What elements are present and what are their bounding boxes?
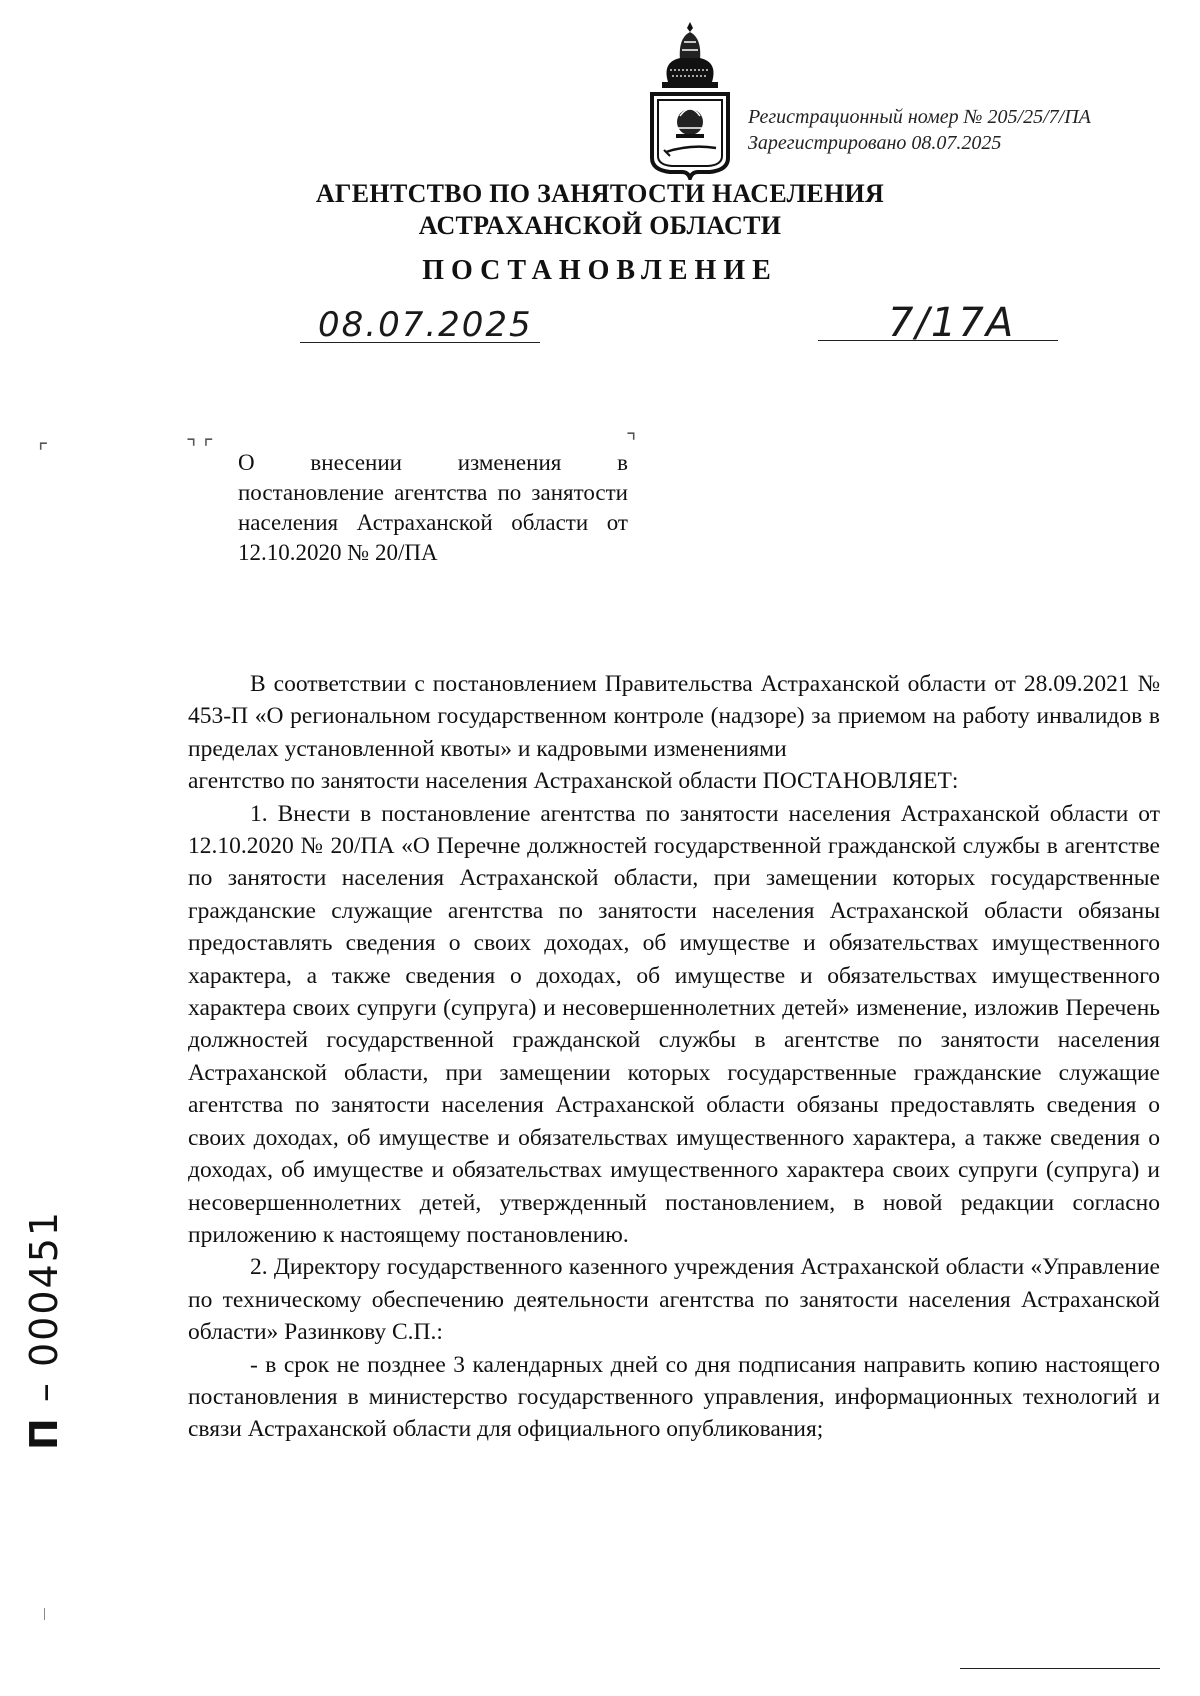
resolution-line: агентство по занятости населения Астраханской области ПОСТАНОВЛЯЕТ: — [188, 768, 959, 795]
item-2-subparagraph: - в срок не позднее 3 календарных дней со дня подписания направить копию настоящего постановления в министерство государственного управления, информационных технологий и связи Астраханской области для официального опубликования; — [188, 1351, 1160, 1443]
side-stamp-prefix: П — [22, 1416, 66, 1450]
subject-corner-mark-right: ⌝ — [626, 430, 637, 455]
registration-stamp — [748, 104, 1091, 156]
registration-date: Зарегистрировано 08.07.2025 — [748, 132, 1002, 154]
astrakhan-coat-of-arms-icon — [640, 20, 740, 180]
agency-name-line2: АСТРАХАНСКОЙ ОБЛАСТИ — [418, 211, 782, 240]
left-bottom-tick — [44, 1608, 45, 1620]
handwritten-number: 7/17А — [888, 300, 1016, 346]
side-stamp-number: 000451 — [22, 1209, 66, 1367]
handwritten-date: 08.07.2025 — [318, 305, 533, 345]
registration-number: Регистрационный номер № 205/25/7/ПА — [748, 106, 1091, 128]
date-underline — [300, 342, 540, 343]
bottom-rule — [960, 1668, 1160, 1669]
agency-name — [0, 178, 1200, 242]
item-2-paragraph: 2. Директору государственного казенного учреждения Астраханской области «Управление по техническому обеспечению деятельности агентства по занятости населения Астраханской области» Разинкову С.П.: — [188, 1254, 1160, 1346]
side-stamp-dash: – — [22, 1381, 66, 1403]
subject-corner-mark-left: ⌝ ⌜ — [186, 436, 214, 461]
preamble-paragraph: В соответствии с постановлением Правительства Астраханской области от 28.09.2021 № 453-П «О региональном государственном контроле (надзоре) за приемом на работу инвалидов в пределах установленной квоты» и кадровыми изменениями — [188, 671, 1160, 762]
item-1-paragraph: 1. Внести в постановление агентства по занятости населения Астраханской области от 12.10.2020 № 20/ПА «О Перечне должностей государственной гражданской службы в агентстве по занятости населения Астраханской области, при замещении которых государственные гражданские служащие агентства по занятости населения Астраханской области обязаны предоставлять сведения о своих доходах, об имуществе и обязательствах имущественного характера, а также сведения о доходах, об имуществе и обязательствах имущественного характера своих супруги (супруга) и несовершеннолетних детей» изменение, изложив Перечень должностей государственной гражданской службы в агентстве по занятости населения Астраханской области, при замещении которых государственные гражданские служащие агентства по занятости населения Астраханской области обязаны предоставлять сведения о своих доходах, об имуществе и обязательствах имущественного характера, а также сведения о доходах, об имуществе и обязательствах имущественного характера своих супруги (супруга) и несовершеннолетних детей, утвержденный постановлением, в новой редакции согласно приложению к настоящему постановлению. — [188, 800, 1160, 1248]
left-corner-mark: ⌜ — [38, 440, 49, 465]
document-body — [188, 668, 1160, 1446]
document-type-title: ПОСТАНОВЛЕНИЕ — [422, 255, 778, 286]
side-registration-stamp — [22, 1190, 66, 1450]
document-subject: О внесении изменения в постановление агентства по занятости населения Астраханской области от 12.10.2020 № 20/ПА — [238, 450, 628, 565]
number-underline — [818, 340, 1058, 341]
agency-name-line1: АГЕНТСТВО ПО ЗАНЯТОСТИ НАСЕЛЕНИЯ — [315, 179, 885, 208]
